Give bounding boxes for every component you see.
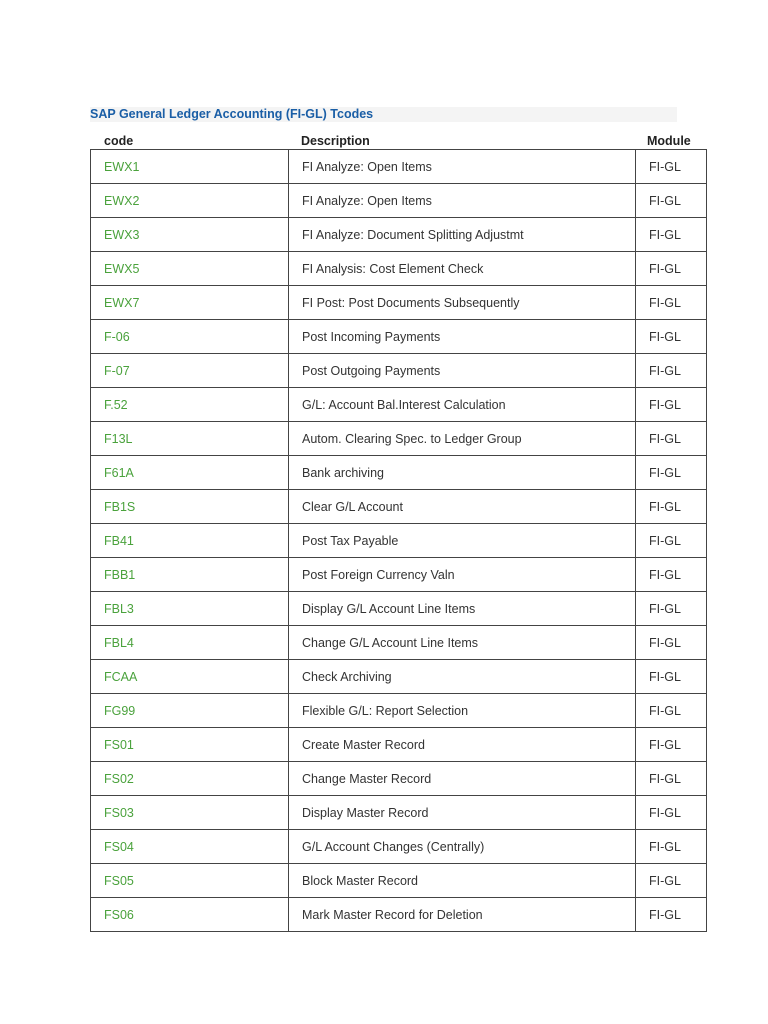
table-row	[91, 898, 707, 932]
table-row	[91, 456, 707, 490]
tcode-link[interactable]: FB41	[91, 524, 289, 558]
table-row	[91, 864, 707, 898]
tcode-module: FI-GL	[636, 728, 707, 762]
table-row	[91, 184, 707, 218]
table-row	[91, 694, 707, 728]
tcode-module: FI-GL	[636, 422, 707, 456]
tcode-link[interactable]: FS03	[91, 796, 289, 830]
tcode-description: Create Master Record	[289, 728, 636, 762]
tcode-link[interactable]: FS02	[91, 762, 289, 796]
tcode-link[interactable]: FS01	[91, 728, 289, 762]
tcode-description: FI Analyze: Open Items	[289, 184, 636, 218]
table-row	[91, 762, 707, 796]
tcode-description: Flexible G/L: Report Selection	[289, 694, 636, 728]
tcode-module: FI-GL	[636, 830, 707, 864]
tcode-description: Display G/L Account Line Items	[289, 592, 636, 626]
tcode-description: Check Archiving	[289, 660, 636, 694]
tcode-link[interactable]: EWX1	[91, 150, 289, 184]
tcode-link[interactable]: F-06	[91, 320, 289, 354]
tcode-table-body	[91, 150, 707, 932]
tcode-link[interactable]: FS06	[91, 898, 289, 932]
tcode-module: FI-GL	[636, 286, 707, 320]
tcode-description: Post Incoming Payments	[289, 320, 636, 354]
tcode-description: Post Tax Payable	[289, 524, 636, 558]
tcode-link[interactable]: FCAA	[91, 660, 289, 694]
table-row	[91, 830, 707, 864]
tcode-link[interactable]: F-07	[91, 354, 289, 388]
table-row	[91, 490, 707, 524]
tcode-module: FI-GL	[636, 864, 707, 898]
tcode-description: Clear G/L Account	[289, 490, 636, 524]
tcode-module: FI-GL	[636, 762, 707, 796]
tcode-link[interactable]: FG99	[91, 694, 289, 728]
tcode-module: FI-GL	[636, 592, 707, 626]
tcode-description: G/L: Account Bal.Interest Calculation	[289, 388, 636, 422]
tcode-description: Change G/L Account Line Items	[289, 626, 636, 660]
tcode-module: FI-GL	[636, 456, 707, 490]
tcode-link[interactable]: FS05	[91, 864, 289, 898]
tcode-table	[90, 149, 707, 932]
tcode-link[interactable]: EWX3	[91, 218, 289, 252]
table-row	[91, 320, 707, 354]
tcode-description: FI Analyze: Document Splitting Adjustmt	[289, 218, 636, 252]
table-row	[91, 558, 707, 592]
table-row	[91, 252, 707, 286]
table-row	[91, 354, 707, 388]
tcode-module: FI-GL	[636, 490, 707, 524]
tcode-module: FI-GL	[636, 388, 707, 422]
tcode-module: FI-GL	[636, 694, 707, 728]
tcode-link[interactable]: EWX2	[91, 184, 289, 218]
table-row	[91, 660, 707, 694]
tcode-module: FI-GL	[636, 558, 707, 592]
tcode-link[interactable]: FB1S	[91, 490, 289, 524]
table-row	[91, 388, 707, 422]
tcode-description: Post Outgoing Payments	[289, 354, 636, 388]
tcode-link[interactable]: F.52	[91, 388, 289, 422]
tcode-description: Display Master Record	[289, 796, 636, 830]
column-header-description: Description	[301, 134, 370, 148]
column-header-module: Module	[647, 134, 691, 148]
page-title: SAP General Ledger Accounting (FI-GL) Tcodes	[90, 107, 374, 121]
tcode-link[interactable]: EWX5	[91, 252, 289, 286]
tcode-module: FI-GL	[636, 660, 707, 694]
column-header-code: code	[104, 134, 134, 148]
tcode-description: Block Master Record	[289, 864, 636, 898]
tcode-module: FI-GL	[636, 354, 707, 388]
table-row	[91, 796, 707, 830]
tcode-link[interactable]: F61A	[91, 456, 289, 490]
table-row	[91, 592, 707, 626]
tcode-module: FI-GL	[636, 150, 707, 184]
tcode-description: FI Analyze: Open Items	[289, 150, 636, 184]
tcode-module: FI-GL	[636, 320, 707, 354]
tcode-description: Mark Master Record for Deletion	[289, 898, 636, 932]
table-row	[91, 286, 707, 320]
tcode-link[interactable]: FBB1	[91, 558, 289, 592]
tcode-module: FI-GL	[636, 626, 707, 660]
tcode-description: Autom. Clearing Spec. to Ledger Group	[289, 422, 636, 456]
tcode-module: FI-GL	[636, 184, 707, 218]
tcode-module: FI-GL	[636, 796, 707, 830]
tcode-link[interactable]: FS04	[91, 830, 289, 864]
tcode-link[interactable]: F13L	[91, 422, 289, 456]
tcode-description: Change Master Record	[289, 762, 636, 796]
tcode-module: FI-GL	[636, 252, 707, 286]
tcode-description: FI Post: Post Documents Subsequently	[289, 286, 636, 320]
tcode-description: G/L Account Changes (Centrally)	[289, 830, 636, 864]
table-row	[91, 150, 707, 184]
tcode-link[interactable]: EWX7	[91, 286, 289, 320]
tcode-module: FI-GL	[636, 218, 707, 252]
table-row	[91, 422, 707, 456]
tcode-module: FI-GL	[636, 898, 707, 932]
table-row	[91, 218, 707, 252]
table-row	[91, 728, 707, 762]
table-row	[91, 524, 707, 558]
table-row	[91, 626, 707, 660]
tcode-module: FI-GL	[636, 524, 707, 558]
tcode-link[interactable]: FBL4	[91, 626, 289, 660]
tcode-link[interactable]: FBL3	[91, 592, 289, 626]
tcode-description: FI Analysis: Cost Element Check	[289, 252, 636, 286]
tcode-description: Bank archiving	[289, 456, 636, 490]
tcode-description: Post Foreign Currency Valn	[289, 558, 636, 592]
